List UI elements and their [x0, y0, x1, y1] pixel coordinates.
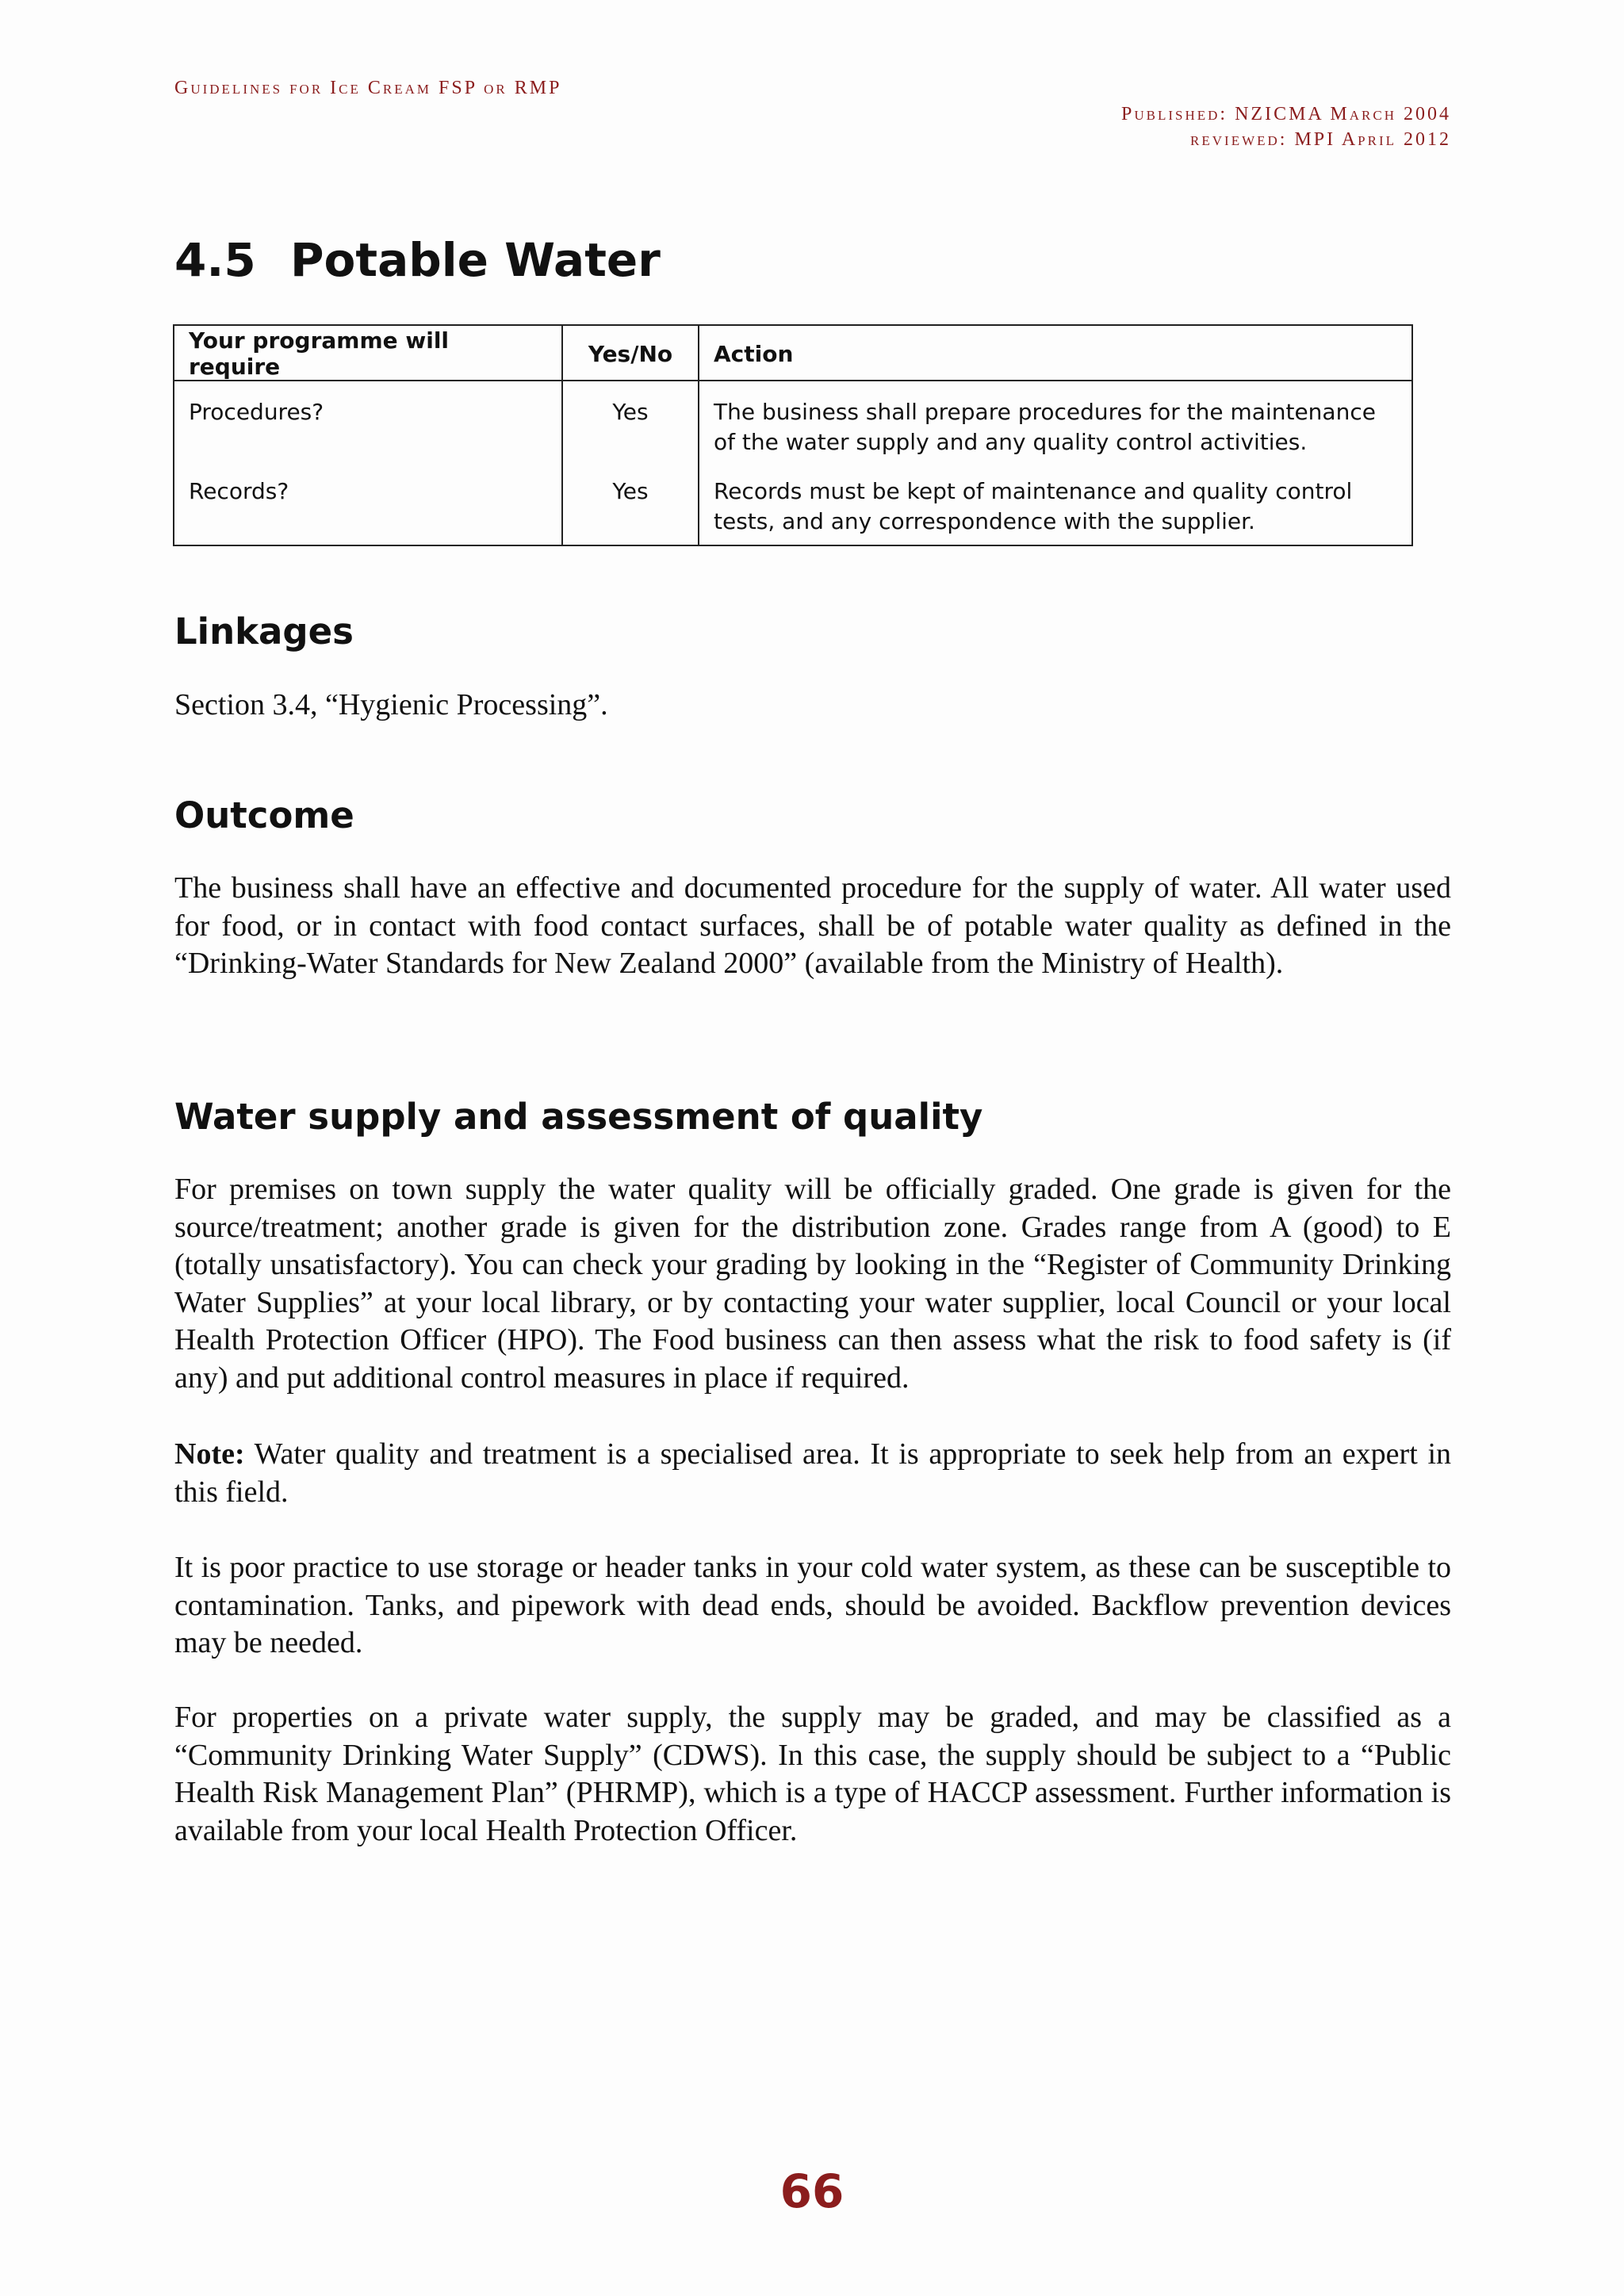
outcome-heading: Outcome [174, 794, 354, 836]
note-label: Note: [174, 1437, 245, 1471]
row-item: Records? [174, 457, 562, 545]
row-answer: Yes [562, 457, 699, 545]
reviewed-line: reviewed: MPI April 2012 [1190, 129, 1451, 150]
column-header-action: Action [699, 325, 1412, 381]
storage-tanks-paragraph: It is poor practice to use storage or header tanks in your cold water system, as these can be susceptible to contamination. Tanks, and pipework with dead ends, should be avoided. Backflow prevention devices may be needed. [174, 1551, 1451, 1659]
outcome-text: The business shall have an effective and documented procedure for the supply of water. All water used for food, or in contact with food contact surfaces, shall be of potable water quality as defined in the “Drinking-Water Standards for New Zealand 2000” (available from the Ministry of Health). [174, 871, 1451, 980]
section-number: 4.5 [174, 233, 256, 287]
table-row [174, 457, 1412, 545]
note-text: Water quality and treatment is a specialised area. It is appropriate to seek help from an expert in this field. [174, 1437, 1451, 1509]
column-header-yes-no: Yes/No [562, 325, 699, 381]
row-item: Procedures? [174, 381, 562, 457]
water-supply-heading: Water supply and assessment of quality [174, 1096, 983, 1138]
linkages-heading: Linkages [174, 610, 354, 652]
page-number: 66 [779, 2164, 845, 2218]
section-title [174, 233, 661, 287]
water-supply-paragraph: For premises on town supply the water quality will be officially graded. One grade is given for the source/treatment; another grade is given for the distribution zone. Grades range from A (good) to E (totally unsatisfactory). You can check your grading by looking in the “Register of Community Drinking Water Supplies” at your local library, or by contacting your water supplier, local Council or your local Health Protection Officer (HPO). The Food business can then assess what the risk to food safety is (if any) and put additional control measures in place if required. [174, 1173, 1451, 1395]
table-header-row [174, 325, 1412, 381]
row-action: The business shall prepare procedures for the maintenance of the water supply and any quality control activities. [699, 381, 1412, 457]
column-header-requirement: Your programme will require [174, 325, 562, 381]
running-header-title: Guidelines for Ice Cream FSP or RMP [174, 78, 562, 98]
row-answer: Yes [562, 381, 699, 457]
requirements-table [173, 324, 1413, 546]
section-title-text: Potable Water [290, 233, 661, 287]
note-paragraph [174, 1436, 1451, 1511]
running-header-publication [1121, 101, 1451, 152]
published-line: Published: NZICMA March 2004 [1121, 104, 1451, 124]
private-supply-paragraph: For properties on a private water supply, the supply may be graded, and may be classified as a “Community Drinking Water Supply” (CDWS). In this case, the supply should be subject to a “Public Health Risk Management Plan” (PHRMP), which is a type of HACCP assessment. Further information is available from your local Health Protection Officer. [174, 1701, 1451, 1847]
linkages-text: Section 3.4, “Hygienic Processing”. [174, 688, 608, 721]
row-action: Records must be kept of maintenance and quality control tests, and any correspondence with the supplier. [699, 457, 1412, 545]
table-row [174, 381, 1412, 457]
